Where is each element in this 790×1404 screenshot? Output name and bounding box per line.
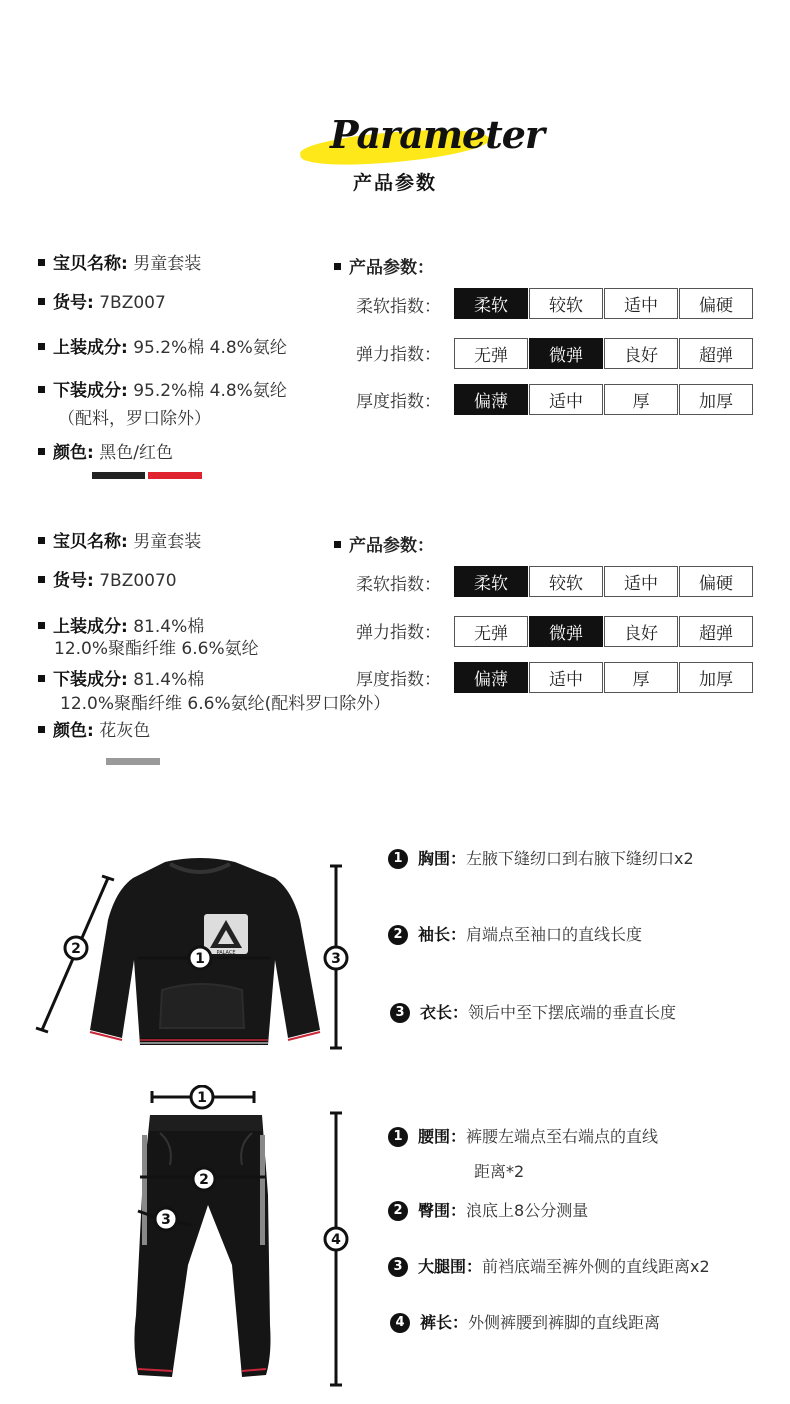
svg-text:4: 4 — [331, 1232, 341, 1248]
product1-param-head: 产品参数： — [334, 253, 434, 278]
option-box: 适中 — [529, 662, 603, 693]
pants-diagram — [120, 1085, 360, 1390]
option-box: 良好 — [604, 338, 678, 369]
option-box: 无弹 — [454, 338, 528, 369]
badge-3 — [325, 947, 347, 969]
bullet-icon — [38, 448, 45, 455]
product1-softness-options — [454, 288, 754, 319]
svg-text:3: 3 — [161, 1212, 171, 1228]
pants-side-stripe — [260, 1135, 265, 1245]
pants-measure-3: 3 大腿围： 前裆底端至裤外侧的直线距离x2 — [388, 1256, 710, 1278]
svg-text:2: 2 — [71, 941, 81, 957]
sweater-diagram — [30, 850, 360, 1060]
logo-text: PALACE — [216, 950, 236, 956]
color-swatch-red — [148, 472, 202, 479]
product2-elastic-label: 弹力指数： — [356, 623, 441, 643]
option-box: 适中 — [604, 288, 678, 319]
svg-text:2: 2 — [199, 1172, 209, 1188]
number-badge-icon: 1 — [388, 849, 408, 869]
option-box: 加厚 — [679, 662, 753, 693]
product2-bottom-row: 下装成分: 81.4%棉 — [38, 669, 204, 691]
svg-text:1: 1 — [197, 1090, 207, 1106]
product1-elastic-label: 弹力指数： — [356, 345, 441, 365]
page-title: 产品参数 — [352, 172, 437, 194]
option-box: 较软 — [529, 566, 603, 597]
option-box: 良好 — [604, 616, 678, 647]
product2-elastic-options — [454, 616, 754, 647]
option-box: 超弹 — [679, 616, 753, 647]
product2-thickness-options — [454, 662, 754, 693]
product2-thickness-label: 厚度指数： — [356, 670, 441, 690]
pants-measure-1-desc2: 距离*2 — [474, 1162, 525, 1181]
product2-top-value2: 12.0%聚酯纤维 6.6%氨纶 — [54, 639, 259, 659]
top-measure-2: 2 袖长： 肩端点至袖口的直线长度 — [388, 924, 642, 946]
pants-badge-2 — [193, 1168, 215, 1190]
number-badge-icon: 1 — [388, 1127, 408, 1147]
sweater-pocket — [160, 984, 244, 1028]
bullet-icon — [334, 541, 341, 548]
option-box: 偏薄 — [454, 384, 528, 415]
color-swatch-black — [92, 472, 145, 479]
option-box: 无弹 — [454, 616, 528, 647]
pants-waistband — [150, 1115, 262, 1131]
product1-thickness-options — [454, 384, 754, 415]
product1-name-row: 宝贝名称: 男童套装 — [38, 253, 201, 275]
number-badge-icon: 3 — [390, 1003, 410, 1023]
product2-sku-row: 货号: 7BZ0070 — [38, 570, 177, 592]
pants-measure-4: 4 裤长： 外侧裤腰到裤脚的直线距离 — [390, 1312, 660, 1334]
product2-color-row: 颜色: 花灰色 — [38, 720, 150, 742]
option-box: 超弹 — [679, 338, 753, 369]
product2-softness-options — [454, 566, 754, 597]
product1-elastic-options — [454, 338, 754, 369]
option-box: 偏硬 — [679, 288, 753, 319]
option-box: 柔软 — [454, 288, 528, 319]
number-badge-icon: 3 — [388, 1257, 408, 1277]
badge-2 — [65, 937, 87, 959]
top-measure-1: 1 胸围： 左腋下缝纫口到右腋下缝纫口x2 — [388, 848, 694, 870]
bullet-icon — [38, 259, 45, 266]
option-box: 较软 — [529, 288, 603, 319]
bullet-icon — [38, 537, 45, 544]
svg-text:3: 3 — [331, 951, 341, 967]
bullet-icon — [38, 576, 45, 583]
option-box: 偏硬 — [679, 566, 753, 597]
script-title: Parameter — [330, 112, 544, 157]
product1-thickness-label: 厚度指数： — [356, 392, 441, 412]
product1-bottom-row: 下装成分: 95.2%棉 4.8%氨纶 — [38, 380, 287, 402]
bullet-icon — [38, 343, 45, 350]
pants-badge-4 — [325, 1228, 347, 1250]
product1-sku-row: 货号: 7BZ007 — [38, 292, 166, 314]
product1-top-row: 上装成分: 95.2%棉 4.8%氨纶 — [38, 337, 287, 359]
svg-text:1: 1 — [195, 951, 205, 967]
pants-measure-2: 2 臀围： 浪底上8公分测量 — [388, 1200, 588, 1222]
option-box: 厚 — [604, 384, 678, 415]
top-measure-3: 3 衣长： 领后中至下摆底端的垂直长度 — [390, 1002, 676, 1024]
option-box: 加厚 — [679, 384, 753, 415]
product2-softness-label: 柔软指数： — [356, 575, 441, 595]
option-box: 微弹 — [529, 338, 603, 369]
bullet-icon — [38, 726, 45, 733]
number-badge-icon: 2 — [388, 925, 408, 945]
product2-param-head: 产品参数： — [334, 531, 434, 556]
bullet-icon — [38, 675, 45, 682]
option-box: 厚 — [604, 662, 678, 693]
product1-bottom-note: （配料，罗口除外） — [58, 409, 211, 429]
product2-bottom-value2: 12.0%聚酯纤维 6.6%氨纶(配料罗口除外） — [60, 694, 391, 714]
option-box: 微弹 — [529, 616, 603, 647]
pants-body — [134, 1115, 270, 1377]
color-swatch-gray — [106, 758, 160, 765]
product2-top-row: 上装成分: 81.4%棉 — [38, 616, 204, 638]
pants-badge-1 — [191, 1086, 213, 1108]
bullet-icon — [38, 386, 45, 393]
number-badge-icon: 2 — [388, 1201, 408, 1221]
pants-measure-1: 1 腰围： 裤腰左端点至右端点的直线 — [388, 1126, 658, 1148]
option-box: 适中 — [529, 384, 603, 415]
option-box: 偏薄 — [454, 662, 528, 693]
option-box: 适中 — [604, 566, 678, 597]
pants-badge-3 — [155, 1208, 177, 1230]
product2-name-row: 宝贝名称: 男童套装 — [38, 531, 201, 553]
option-box: 柔软 — [454, 566, 528, 597]
product1-softness-label: 柔软指数： — [356, 297, 441, 317]
product1-color-row: 颜色: 黑色/红色 — [38, 442, 173, 464]
badge-1 — [189, 947, 211, 969]
bullet-icon — [38, 622, 45, 629]
number-badge-icon: 4 — [390, 1313, 410, 1333]
bullet-icon — [334, 263, 341, 270]
bullet-icon — [38, 298, 45, 305]
